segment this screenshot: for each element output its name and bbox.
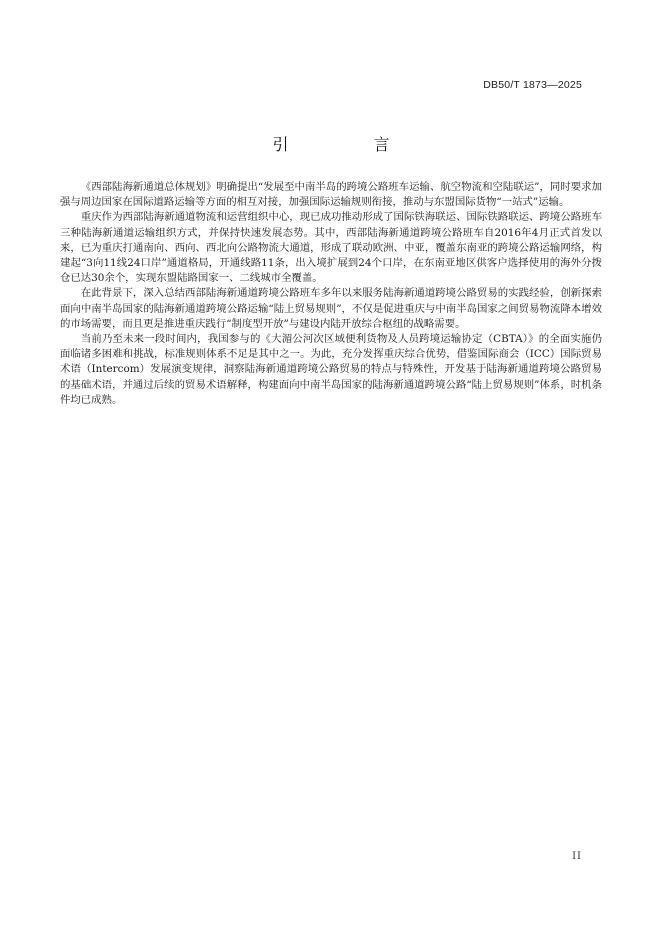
paragraph: 重庆作为西部陆海新通道物流和运营组织中心，现已成功推动形成了国际铁海联运、国际铁路联运、跨境公路班车三种陆海新通道运输组织方式，并保持快速发展态势。其中，西部陆海新通道跨境公路班车自2016年4月正式首发以来，已为重庆打通南向、西向、西北向公路物流大通道，形成了联动欧洲、中亚，覆盖东南亚的跨境公路运输网络，构建起“3向11线24口岸”通道格局，开通线路11条，出入境扩展到24个口岸，在东南亚地区供客户选择使用的海外分拨仓已达30余个，实现东盟陆路国家一、二线城市全覆盖。 [60, 211, 602, 285]
section-title: 引 言 [272, 135, 430, 154]
paragraph: 《西部陆海新通道总体规划》明确提出“发展至中南半岛的跨境公路班车运输、航空物流和空陆联运”，同时要求加强与周边国家在国际道路运输等方面的相互对接，加强国际运输规则衔接，推动与东盟国际货物“一站式”运输。 [60, 181, 602, 209]
document-id: DB50/T 1873—2025 [483, 79, 582, 91]
paragraph: 当前乃至未来一段时间内，我国参与的《大湄公河次区域便利货物及人员跨境运输协定（CBTA）》的全面实施仍面临诸多困难和挑战，标准规则体系不足是其中之一。为此，充分发挥重庆综合优势，借鉴国际商会（ICC）国际贸易术语（Intercom）发展演变规律，洞察陆海新通道跨境公路贸易的特点与特殊性，开发基于陆海新通道跨境公路贸易的基础术语，并通过后续的贸易术语解释，构建面向中南半岛国家的陆海新通道跨境公路“陆上贸易规则”体系，时机条件均已成熟。 [60, 333, 602, 406]
body-text [60, 180, 602, 408]
page-number: II [572, 851, 582, 862]
paragraph: 在此背景下，深入总结西部陆海新通道跨境公路班车多年以来服务陆海新通道跨境公路贸易的实践经验，创新探索面向中南半岛国家的陆海新通道跨境公路运输“陆上贸易规则”，不仅是促进重庆与中南半岛国家之间贸易物流降本增效的市场需要，而且更是推进重庆践行“制度型开放”与建设内陆开放综合枢纽的战略需要。 [60, 287, 602, 330]
